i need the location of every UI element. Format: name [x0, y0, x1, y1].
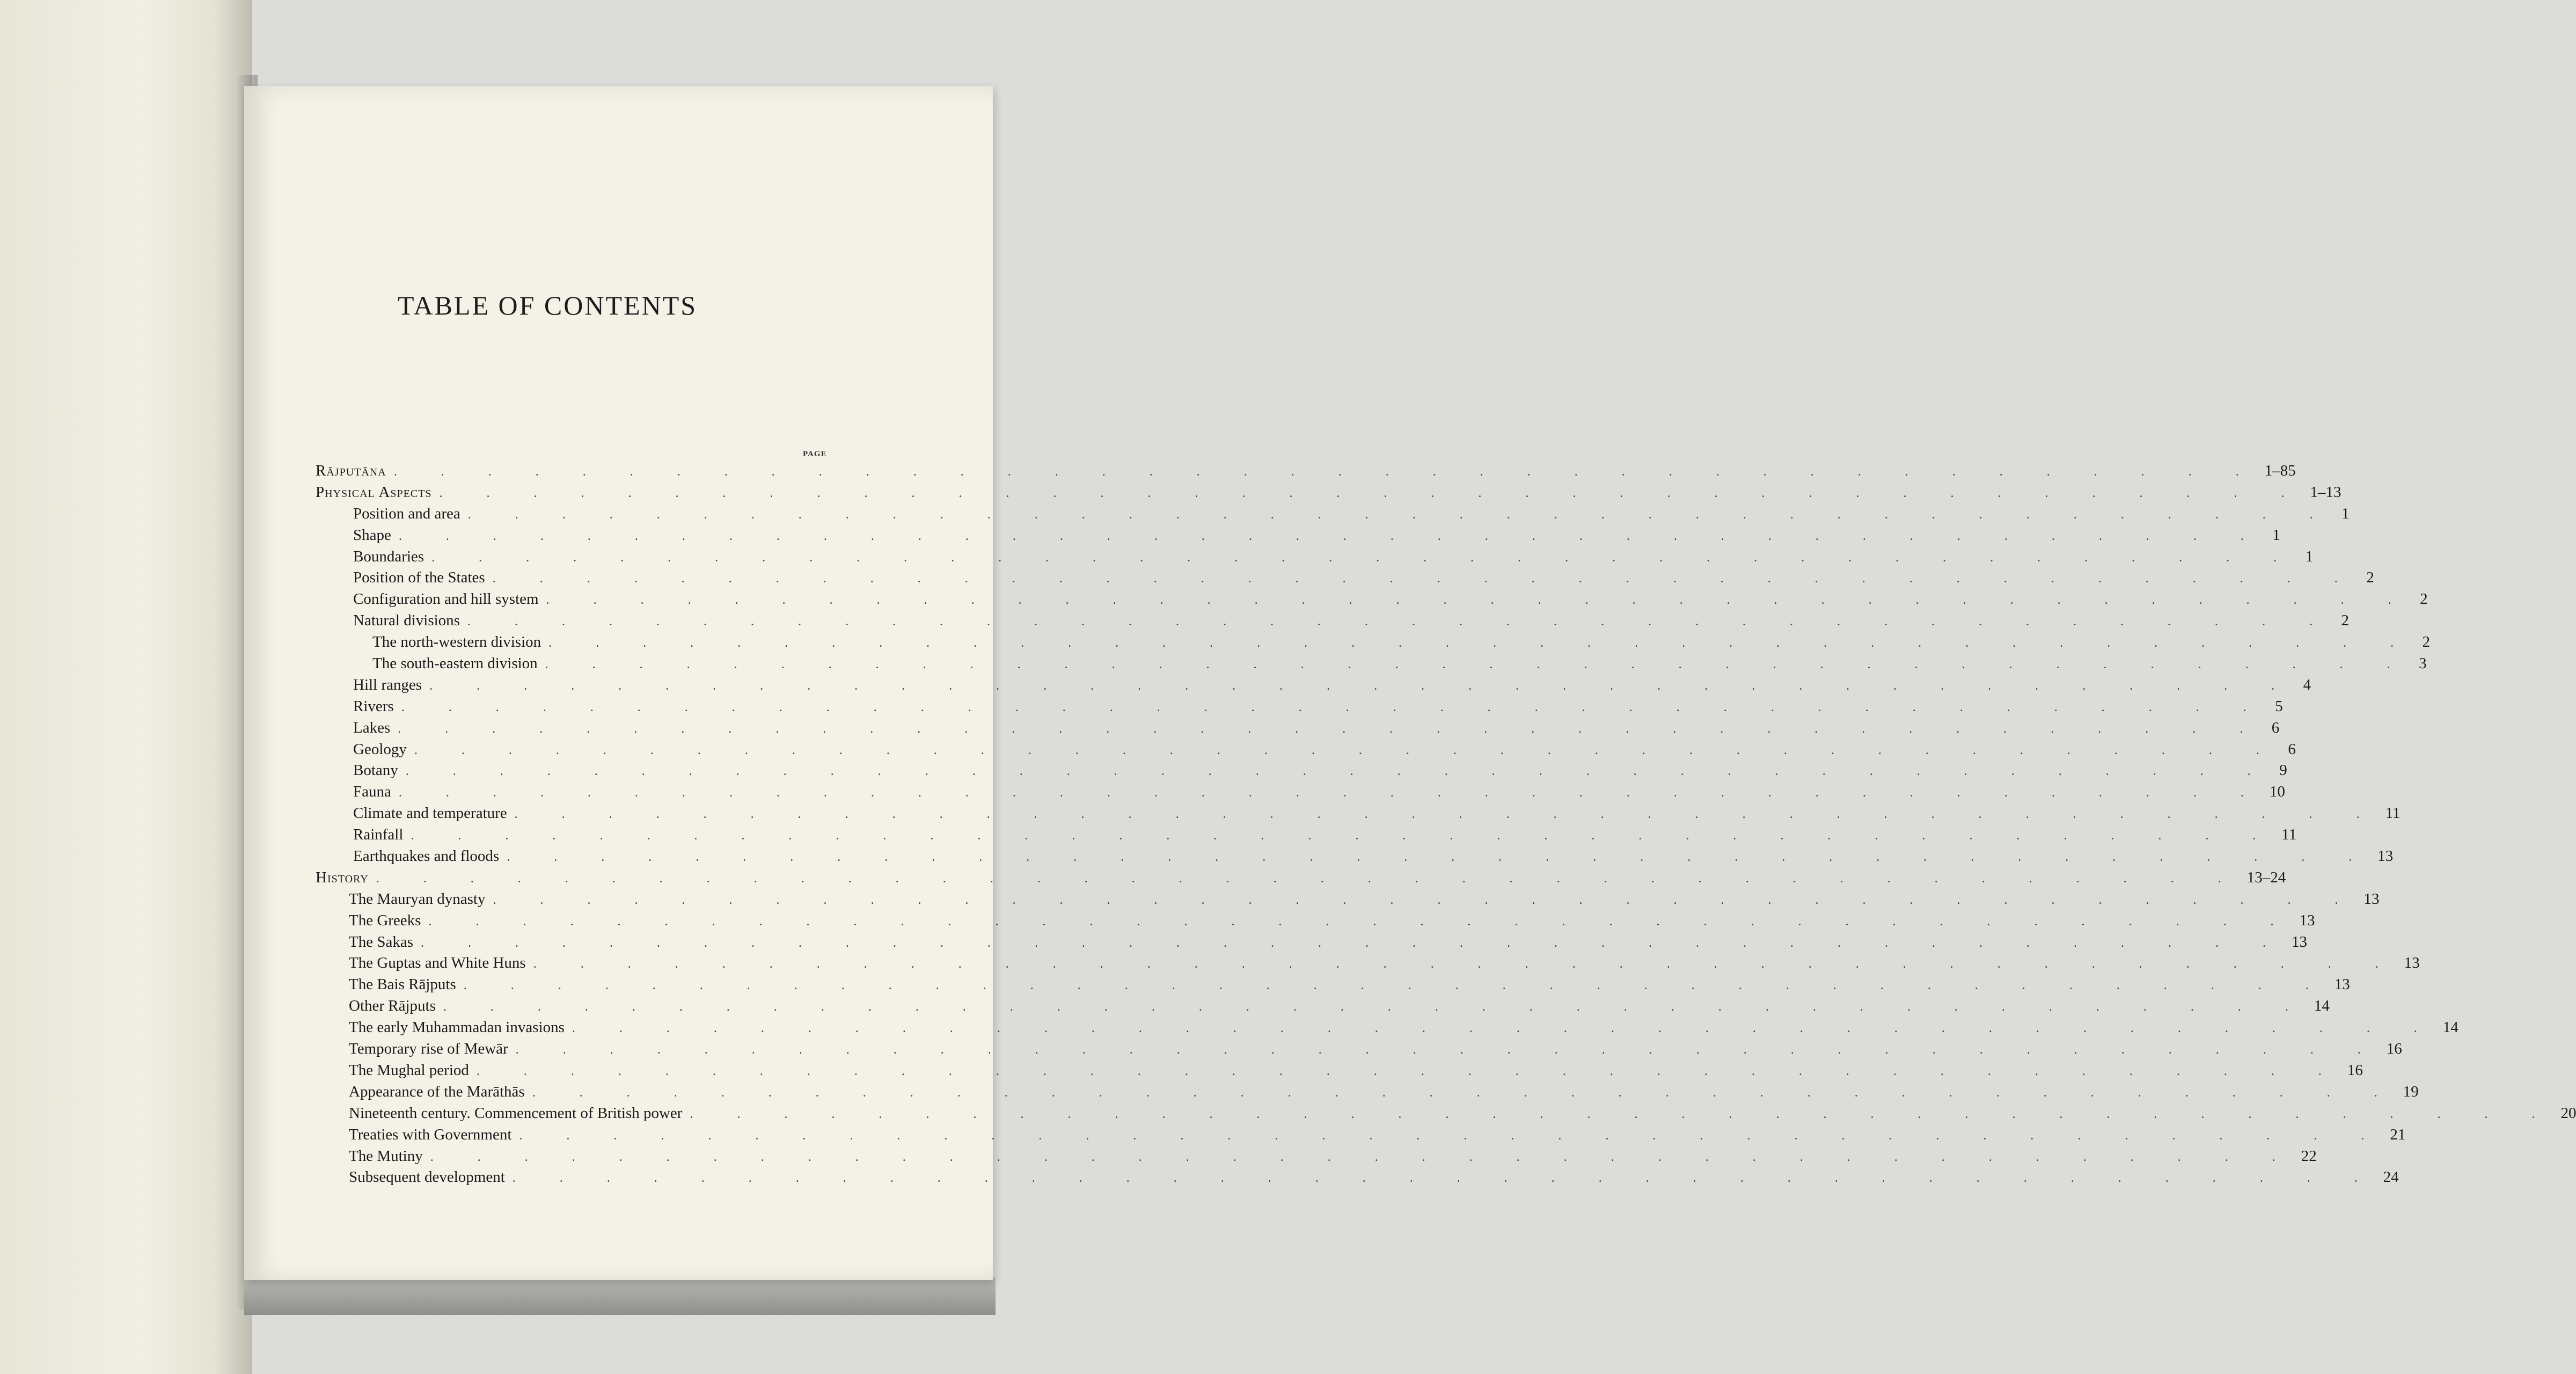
- toc-entry-page: 20: [2560, 1104, 2576, 1122]
- toc-entry-page: 14: [2442, 1019, 2458, 1036]
- dot-leader: . . . . . . . . . . . . . . . . . . . . . . . . . . . . . . . . . . . . . . . .: [431, 550, 2297, 565]
- toc-entry-page: 4: [2303, 676, 2311, 693]
- toc-entry: [316, 632, 2431, 653]
- toc-entry-label: The Guptas and White Huns: [349, 954, 526, 972]
- dot-leader: . . . . . . . . . . . . . . . . . . . . . . . . . . . . . . . . . . . . . . . .: [398, 529, 2264, 543]
- dot-leader: . . . . . . . . . . . . . . . . . . . . . . . . . . . . . . . . . . . . . . . .: [467, 615, 2333, 629]
- toc-entry-page: 19: [2403, 1083, 2419, 1100]
- dot-leader: . . . . . . . . . . . . . . . . . . . . . . . . . . . . . . . . . . . . . . . .: [533, 957, 2399, 971]
- toc-entry-page: 13–24: [2246, 868, 2286, 886]
- toc-entry-label: The Sakas: [349, 933, 413, 951]
- dot-leader: . . . . . . . . . . . . . . . . . . . . . . . . . . . . . . . . . . . . . . . .: [467, 507, 2333, 522]
- toc-entry-label: Lakes: [353, 719, 391, 736]
- toc-entry-label: Treaties with Government: [349, 1125, 512, 1143]
- toc-entry-label: Other Rājputs: [349, 997, 436, 1015]
- toc-entry-page: 13: [2404, 954, 2420, 972]
- toc-entry: [316, 1060, 2363, 1081]
- toc-entry-label: Shape: [353, 526, 391, 544]
- dot-leader: . . . . . . . . . . . . . . . . . . . . . . . . . . . . . . . . . . . . . . . .: [492, 572, 2358, 586]
- left-page: [0, 0, 252, 1374]
- toc-entry: [316, 974, 2350, 996]
- toc-entry-label: Botany: [353, 762, 398, 779]
- toc-entry: [316, 567, 2374, 589]
- dot-leader: . . . . . . . . . . . . . . . . . . . . . . . . . . . . . . . . . . . . . . . .: [414, 743, 2280, 757]
- toc-entry-label: Nineteenth century. Commencement of British power: [349, 1104, 683, 1122]
- toc-entry-page: 2: [2366, 569, 2374, 587]
- toc-entry-page: 22: [2301, 1147, 2317, 1165]
- dot-leader: . . . . . . . . . . . . . . . . . . . . . . . . . . . . . . . . . . . . . . . .: [405, 764, 2271, 779]
- toc-entry: [316, 1167, 2399, 1188]
- toc-entry: [316, 803, 2401, 824]
- page-title: TABLE OF CONTENTS: [397, 290, 698, 320]
- toc-entry-label: Temporary rise of Mewār: [349, 1040, 508, 1058]
- toc-entry-page: 2: [2420, 590, 2428, 608]
- toc-entry-label: Rājputāna: [316, 462, 386, 479]
- toc-entry-label: The Mauryan dynasty: [349, 890, 486, 908]
- toc-entry-label: The Greeks: [349, 911, 421, 929]
- toc-entry: [316, 739, 2296, 761]
- dot-leader: . . . . . . . . . . . . . . . . . . . . . . . . . . . . . . . . . . . . . . . .: [430, 1150, 2296, 1164]
- toc-entry-page: 1: [2272, 526, 2280, 544]
- dot-leader: . . . . . . . . . . . . . . . . . . . . . . . . . . . . . . . . . . . . . . . .: [439, 486, 2305, 500]
- toc-entry-page: 13: [2377, 847, 2394, 865]
- toc-entry-page: 13: [2363, 890, 2380, 908]
- dot-leader: . . . . . . . . . . . . . . . . . . . . . . . . . . . . . . . . . . . . . . . .: [548, 636, 2414, 651]
- toc-entry-page: 1–85: [2264, 462, 2296, 479]
- toc-entry-page: 1: [2305, 547, 2314, 565]
- toc-entry-page: 3: [2419, 655, 2427, 673]
- dot-leader: . . . . . . . . . . . . . . . . . . . . . . . . . . . . . . . . . . . . . . . .: [507, 850, 2373, 865]
- toc-entry: [316, 953, 2420, 974]
- dot-leader: . . . . . . . . . . . . . . . . . . . . . . . . . . . . . . . . . . . . . . . .: [411, 829, 2277, 843]
- page-edge: [244, 1277, 996, 1315]
- toc-entry-page: 6: [2288, 740, 2296, 758]
- toc-entry-page: 11: [2385, 805, 2401, 822]
- toc-entry: [316, 589, 2428, 610]
- dot-leader: . . . . . . . . . . . . . . . . . . . . . . . . . . . . . . . . . . . . . . . .: [376, 871, 2242, 886]
- toc-entry: [316, 718, 2280, 739]
- toc-entry-label: Rainfall: [353, 826, 404, 844]
- dot-leader: . . . . . . . . . . . . . . . . . . . . . . . . . . . . . . . . . . . . . . . .: [512, 1171, 2378, 1186]
- toc-entry-page: 13: [2334, 976, 2350, 993]
- toc-entry-page: 6: [2271, 719, 2280, 736]
- toc-entry-page: 13: [2299, 911, 2315, 929]
- dot-leader: . . . . . . . . . . . . . . . . . . . . . . . . . . . . . . . . . . . . . . . .: [463, 978, 2329, 993]
- toc-entry-label: The early Muhammadan invasions: [349, 1019, 565, 1036]
- toc-entry-label: History: [316, 868, 369, 886]
- toc-entry: [316, 910, 2315, 932]
- toc-entry: [316, 760, 2287, 781]
- toc-entry-label: The north-western division: [372, 633, 541, 651]
- dot-leader: . . . . . . . . . . . . . . . . . . . . . . . . . . . . . . . . . . . . . . . .: [401, 700, 2267, 714]
- toc-entry-label: Climate and temperature: [353, 805, 507, 822]
- dot-leader: . . . . . . . . . . . . . . . . . . . . . . . . . . . . . . . . . . . . . . . .: [398, 786, 2264, 800]
- toc-entry: [316, 610, 2349, 632]
- toc-entry-page: 11: [2281, 826, 2297, 844]
- dot-leader: . . . . . . . . . . . . . . . . . . . . . . . . . . . . . . . . . . . . . . . .: [545, 657, 2411, 672]
- dot-leader: . . . . . . . . . . . . . . . . . . . . . . . . . . . . . . . . . . . . . . . .: [546, 593, 2412, 608]
- toc-section-heading: [316, 867, 2286, 889]
- toc-entry-label: Position and area: [353, 505, 460, 522]
- toc-entry-label: Appearance of the Marāthās: [349, 1083, 525, 1100]
- toc-entry-page: 13: [2292, 933, 2307, 951]
- dot-leader: . . . . . . . . . . . . . . . . . . . . . . . . . . . . . . . . . . . . . . . .: [443, 1000, 2309, 1014]
- toc-entry-page: 21: [2390, 1125, 2406, 1143]
- toc-entry-label: The Mutiny: [349, 1147, 423, 1165]
- toc-entry-label: The south-eastern division: [372, 655, 538, 673]
- dot-leader: . . . . . . . . . . . . . . . . . . . . . . . . . . . . . . . . . . . . . . . .: [421, 936, 2286, 950]
- toc-entry-label: Natural divisions: [353, 612, 460, 630]
- toc-entry-page: 16: [2386, 1040, 2402, 1058]
- toc-entry: [316, 503, 2350, 525]
- toc-entry-label: Physical Aspects: [316, 483, 432, 501]
- dot-leader: . . . . . . . . . . . . . . . . . . . . . . . . . . . . . . . . . . . . . . . .: [519, 1128, 2385, 1143]
- toc-entry-label: Boundaries: [353, 547, 425, 565]
- toc-entry: [316, 932, 2307, 953]
- toc-entry: [316, 1039, 2402, 1060]
- toc-entry: [316, 889, 2380, 910]
- dot-leader: . . . . . . . . . . . . . . . . . . . . . . . . . . . . . . . . . . . . . . . .: [429, 678, 2295, 693]
- toc-entry-label: The Mughal period: [349, 1061, 469, 1079]
- toc-entry-label: Rivers: [353, 697, 394, 715]
- toc-section-heading: [316, 461, 2296, 482]
- toc-entry-page: 1–13: [2310, 483, 2341, 501]
- dot-leader: . . . . . . . . . . . . . . . . . . . . . . . . . . . . . . . . . . . . . . . .: [514, 807, 2380, 822]
- toc-entry-page: 2: [2341, 612, 2349, 630]
- toc-entry-label: Position of the States: [353, 569, 485, 587]
- toc-entry: [316, 525, 2280, 546]
- dot-leader: . . . . . . . . . . . . . . . . . . . . . . . . . . . . . . . . . . . . . . . .: [393, 465, 2259, 479]
- toc-entry: [316, 846, 2394, 867]
- toc-entry-label: Hill ranges: [353, 676, 422, 693]
- dot-leader: . . . . . . . . . . . . . . . . . . . . . . . . . . . . . . . . . . . . . . . .: [428, 914, 2294, 929]
- toc-entry-page: 2: [2422, 633, 2431, 651]
- toc-entry-page: 14: [2314, 997, 2330, 1015]
- dot-leader: . . . . . . . . . . . . . . . . . . . . . . . . . . . . . . . . . . . . . . . .: [532, 1085, 2398, 1100]
- page-column-label: PAGE: [803, 450, 827, 458]
- table-of-contents: [316, 461, 2576, 1188]
- toc-entry-label: Configuration and hill system: [353, 590, 539, 608]
- dot-leader: . . . . . . . . . . . . . . . . . . . . . . . . . . . . . . . . . . . . . . . .: [476, 1064, 2342, 1078]
- toc-entry-page: 10: [2269, 783, 2285, 801]
- dot-leader: . . . . . . . . . . . . . . . . . . . . . . . . . . . . . . . . . . . . . . . .: [398, 721, 2264, 736]
- dot-leader: . . . . . . . . . . . . . . . . . . . . . . . . . . . . . . . . . . . . . . . .: [690, 1107, 2556, 1121]
- dot-leader: . . . . . . . . . . . . . . . . . . . . . . . . . . . . . . . . . . . . . . . .: [493, 893, 2359, 907]
- toc-entry: [316, 1081, 2419, 1103]
- toc-entry: [316, 1146, 2317, 1167]
- toc-entry-page: 9: [2279, 762, 2287, 779]
- toc-section-heading: [316, 482, 2341, 503]
- dot-leader: . . . . . . . . . . . . . . . . . . . . . . . . . . . . . . . . . . . . . . . .: [572, 1021, 2438, 1036]
- toc-entry-page: 24: [2383, 1168, 2399, 1186]
- toc-entry-page: 5: [2275, 697, 2283, 715]
- toc-entry: [316, 1103, 2576, 1124]
- toc-entry: [316, 675, 2311, 696]
- toc-entry: [316, 546, 2314, 568]
- toc-entry-page: 1: [2341, 505, 2350, 522]
- toc-entry-label: Geology: [353, 740, 407, 758]
- toc-entry-label: Subsequent development: [349, 1168, 505, 1186]
- toc-entry: [316, 1017, 2458, 1039]
- toc-entry-label: Fauna: [353, 783, 391, 801]
- toc-entry: [316, 996, 2330, 1017]
- toc-entry: [316, 1124, 2406, 1146]
- toc-entry-label: The Bais Rājputs: [349, 976, 456, 993]
- toc-entry-label: Earthquakes and floods: [353, 847, 500, 865]
- toc-entry: [316, 653, 2427, 675]
- toc-entry: [316, 696, 2283, 718]
- toc-entry-page: 16: [2347, 1061, 2363, 1079]
- toc-entry: [316, 781, 2285, 803]
- dot-leader: . . . . . . . . . . . . . . . . . . . . . . . . . . . . . . . . . . . . . . . .: [515, 1043, 2381, 1057]
- toc-entry: [316, 824, 2297, 846]
